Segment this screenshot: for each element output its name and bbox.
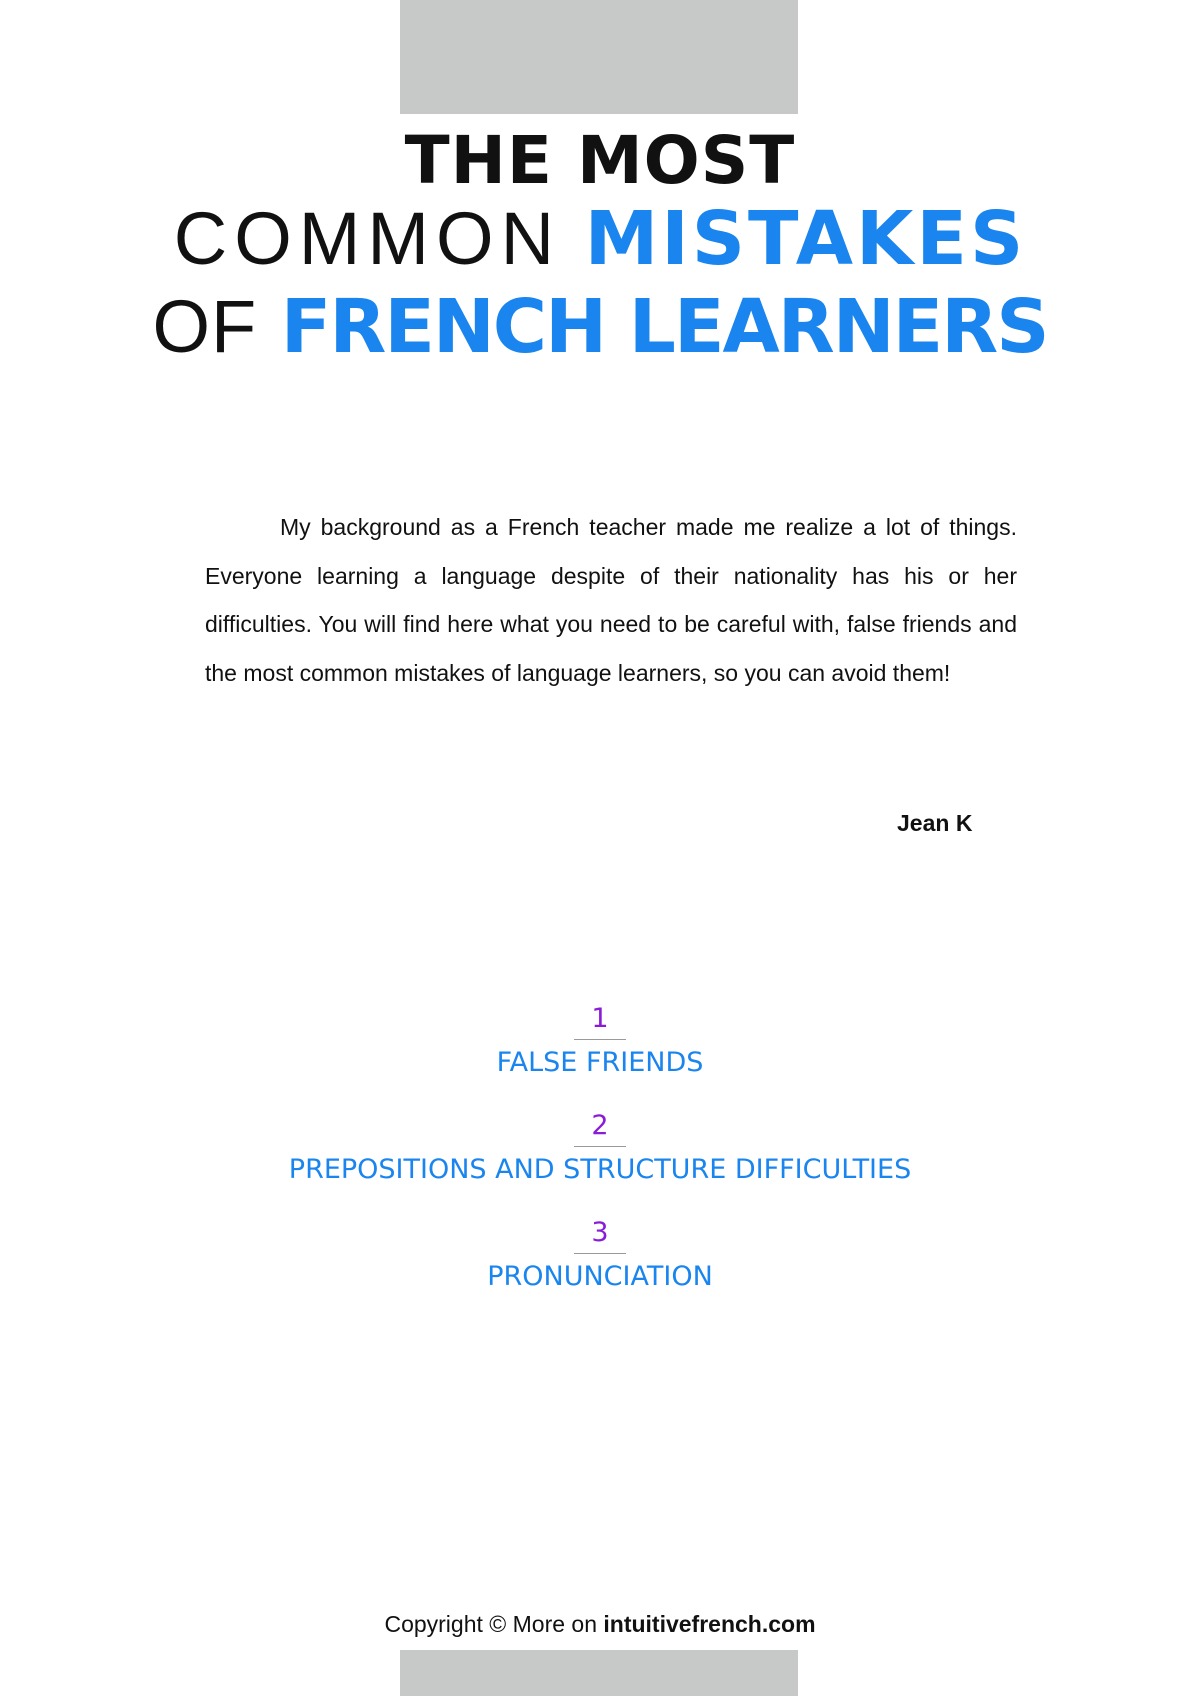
toc-item-prepositions[interactable] [0,1111,1200,1187]
title-line-the-most [0,122,1200,199]
toc-divider [574,1146,626,1147]
toc-label: PREPOSITIONS AND STRUCTURE DIFFICULTIES [288,1154,912,1185]
bottom-decorative-bar [400,1650,798,1696]
footer-prefix: Copyright © More on [384,1611,604,1637]
title-common: COMMON [173,197,562,280]
toc-number: 3 [591,1217,609,1248]
toc-label: PRONUNCIATION [487,1261,713,1292]
title-french-learners: FRENCH LEARNERS [280,284,1048,370]
title-line-of-french-learners [0,284,1200,370]
footer-copyright [0,1611,1200,1638]
toc-number: 2 [591,1110,609,1141]
title-of: OF [152,285,258,368]
top-decorative-bar [400,0,798,114]
intro-paragraph: My background as a French teacher made me realize a lot of things. Everyone learning a language despite of their nationality has his or her difficulties. You will find here what you need to be careful with, false friends and the most common mistakes of language learners, so you can avoid them! [205,514,1017,686]
title-mistakes: MISTAKES [584,196,1027,282]
toc-label: FALSE FRIENDS [496,1047,704,1078]
toc-item-pronunciation[interactable] [0,1218,1200,1294]
toc-item-false-friends[interactable] [0,1004,1200,1080]
toc-divider [574,1039,626,1040]
author-signature: Jean K [897,810,973,836]
toc-divider [574,1253,626,1254]
toc-number: 1 [591,1003,609,1034]
title-line-common-mistakes [0,196,1200,282]
title-the-most: THE MOST [404,122,796,199]
footer-site-link[interactable]: intuitivefrench.com [603,1611,816,1637]
